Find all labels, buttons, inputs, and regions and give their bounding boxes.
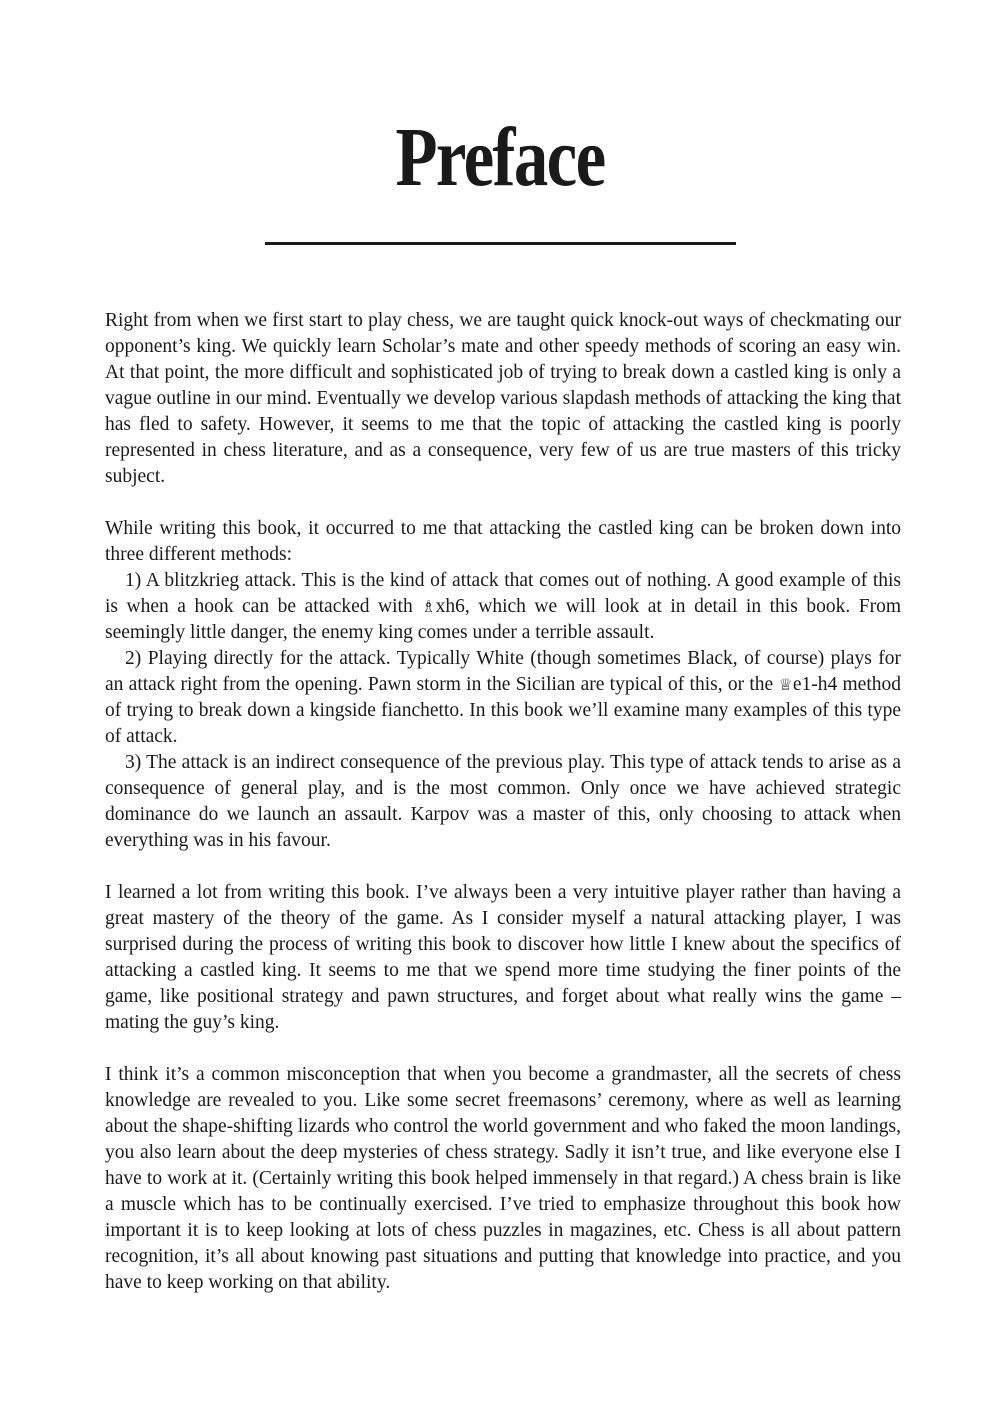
paragraph-methods-intro: While writing this book, it occurred to me that attacking the castled king can be broken down into three different methods: <box>105 518 901 565</box>
queen-icon: ♕ <box>778 675 793 694</box>
preface-body <box>105 308 901 1296</box>
title-underline <box>265 242 736 245</box>
paragraph-method-2 <box>105 646 901 750</box>
page-title: Preface <box>395 111 605 204</box>
method-2-text-after: e1-h4 method of trying to break down a kingside fianchetto. In this book we’ll examine many examples of this type of attack. <box>105 674 901 747</box>
paragraph-intro: Right from when we first start to play chess, we are taught quick knock-out ways of checkmating our opponent’s king. We quickly learn Scholar’s mate and other speedy methods of scoring an easy win. At that point, the more difficult and sophisticated job of trying to break down a castled king is only a vague outline in our mind. Eventually we develop various slapdash methods of attacking the king that has fled to safety. However, it seems to me that the topic of attacking the castled king is poorly represented in chess literature, and as a consequence, very few of us are true masters of this tricky subject. <box>105 310 901 487</box>
paragraph-method-3: 3) The attack is an indirect consequence of the previous play. This type of attack tends to arise as a consequence of general play, and is the most common. Only once we have achieved strategic dominance do we launch an assault. Karpov was a master of this, only choosing to attack when everything was in his favour. <box>105 752 901 851</box>
method-1-text-before: 1) A blitzkrieg attack. This is the kind of attack that comes out of nothing. A good example of this is when a hook can be attacked with <box>105 570 901 617</box>
paragraph-misconception: I think it’s a common misconception that when you become a grandmaster, all the secrets of chess knowledge are revealed to you. Like some secret freemasons’ ceremony, where as well as learning about the shape-shifting lizards who control the world government and who faked the moon landings, you also learn about the deep mysteries of chess strategy. Sadly it isn’t true, and like everyone else I have to work at it. (Certainly writing this book helped immensely in that regard.) A chess brain is like a muscle which has to be continually exercised. I’ve tried to emphasize throughout this book how important it is to keep looking at lots of chess puzzles in magazines, etc. Chess is all about pattern recognition, it’s all about knowing past situations and putting that knowledge into practice, and you have to keep working on that ability. <box>105 1064 901 1293</box>
paragraph-learning: I learned a lot from writing this book. I’ve always been a very intuitive player rather than having a great mastery of the theory of the game. As I consider myself a natural attacking player, I was surprised during the process of writing this book to discover how little I knew about the specifics of attacking a castled king. It seems to me that we spend more time studying the finer points of the game, like positional strategy and pawn structures, and forget about what really wins the game – mating the guy’s king. <box>105 882 901 1033</box>
method-2-text-before: 2) Playing directly for the attack. Typically White (though sometimes Black, of course) plays for an attack right from the opening. Pawn storm in the Sicilian are typical of this, or the <box>105 648 901 695</box>
method-1-text-after: xh6, which we will look at in detail in this book. From seemingly little danger, the enemy king comes under a terrible assault. <box>105 596 901 643</box>
paragraph-method-1 <box>105 568 901 646</box>
bishop-icon: ♗ <box>421 597 436 616</box>
